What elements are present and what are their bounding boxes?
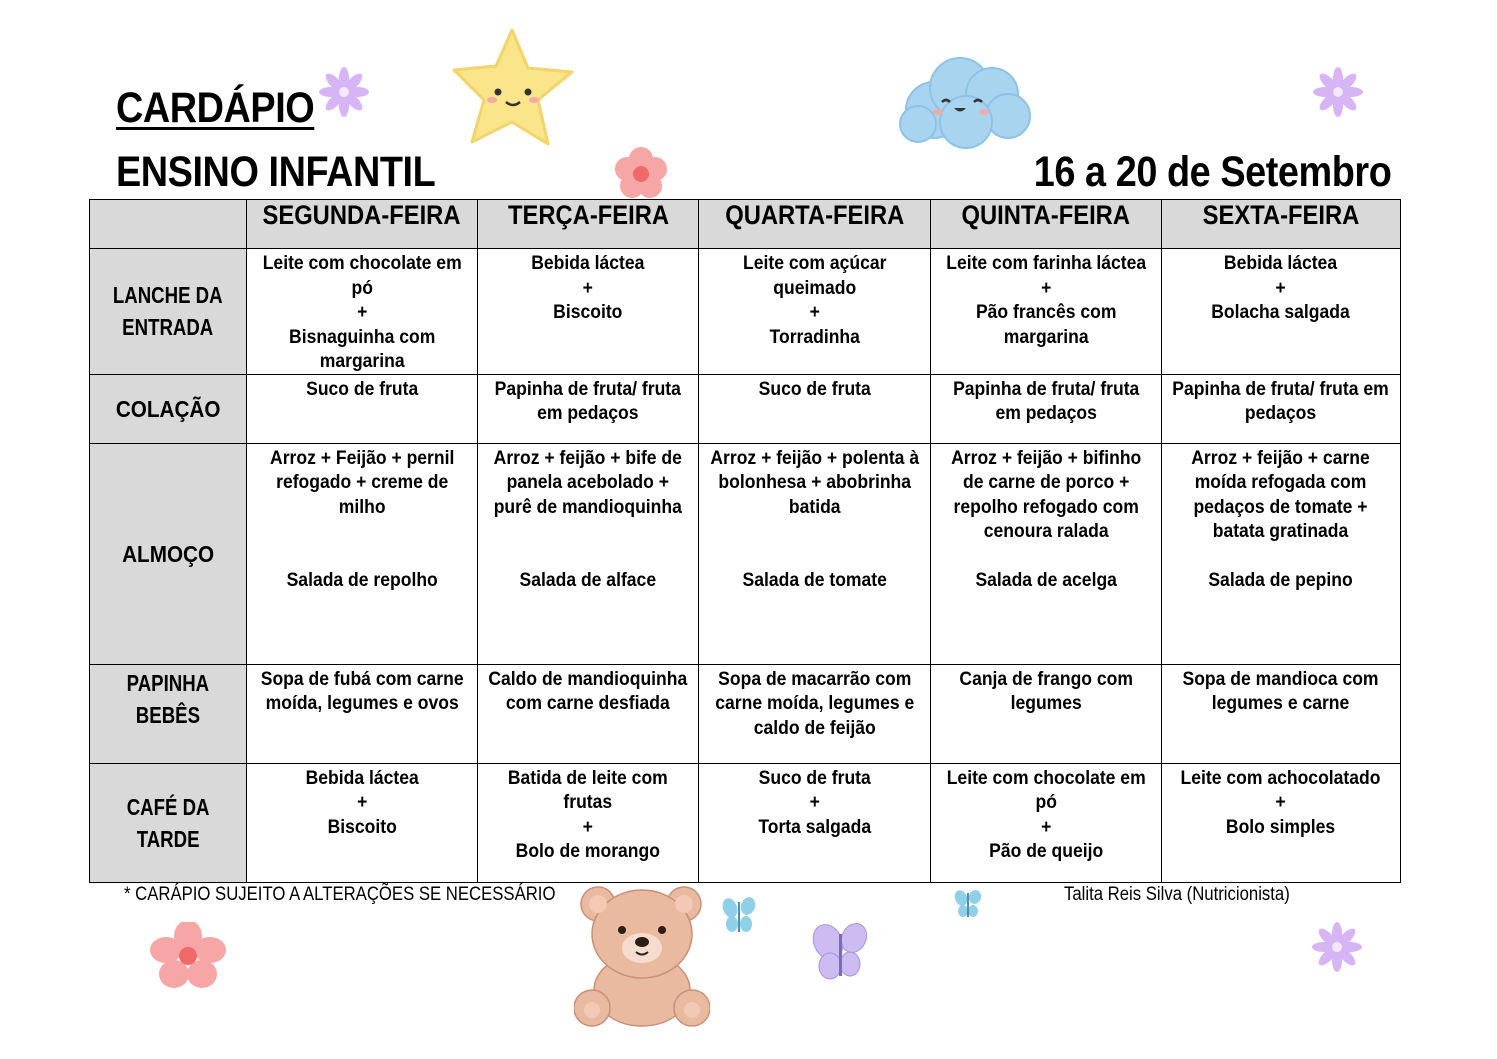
butterfly-icon <box>720 896 758 936</box>
menu-cell: Suco de fruta <box>699 374 931 443</box>
menu-cell: Arroz + feijão + polenta à bolonhesa + abobrinha batida Salada de tomate <box>699 443 931 664</box>
menu-cell: Canja de frango com legumes <box>931 664 1162 763</box>
menu-cell: Bebida láctea + Bolacha salgada <box>1162 249 1401 375</box>
butterfly-icon <box>806 922 874 984</box>
table-row <box>90 664 1401 763</box>
menu-cell: Leite com chocolate em pó + Bisnaguinha com margarina <box>247 249 478 375</box>
row-label-almoco: ALMOÇO <box>90 443 247 664</box>
menu-cell: Leite com chocolate em pó + Pão de queijo <box>931 763 1162 882</box>
menu-cell: Suco de fruta + Torta salgada <box>699 763 931 882</box>
smiling-star-icon <box>450 26 578 150</box>
row-label-cafe-tarde: CAFÉ DA TARDE <box>90 763 247 882</box>
menu-cell: Suco de fruta <box>247 374 478 443</box>
lilac-flower-icon <box>1312 66 1364 118</box>
nutritionist-signature: Talita Reis Silva (Nutricionista) <box>1064 884 1290 905</box>
page-subtitle: ENSINO INFANTIL <box>116 148 436 196</box>
menu-cell: Sopa de mandioca com legumes e carne <box>1162 664 1401 763</box>
lilac-flower-icon <box>318 66 370 118</box>
header-empty-cell <box>90 200 247 249</box>
header-thursday: QUINTA-FEIRA <box>931 200 1162 249</box>
table-row <box>90 249 1401 375</box>
header-monday: SEGUNDA-FEIRA <box>247 200 478 249</box>
menu-cell: Leite com açúcar queimado + Torradinha <box>699 249 931 375</box>
butterfly-icon <box>952 888 984 920</box>
table-header-row <box>90 200 1401 249</box>
menu-cell: Leite com achocolatado + Bolo simples <box>1162 763 1401 882</box>
menu-cell: Papinha de fruta/ fruta em pedaços <box>1162 374 1401 443</box>
menu-cell: Caldo de mandioquinha com carne desfiada <box>478 664 699 763</box>
menu-cell: Papinha de fruta/ fruta em pedaços <box>931 374 1162 443</box>
menu-cell: Batida de leite com frutas + Bolo de morango <box>478 763 699 882</box>
table-row <box>90 443 1401 664</box>
menu-cell: Papinha de fruta/ fruta em pedaços <box>478 374 699 443</box>
page-title: CARDÁPIO <box>116 84 315 132</box>
menu-cell: Sopa de fubá com carne moída, legumes e ovos <box>247 664 478 763</box>
row-label-colacao: COLAÇÃO <box>90 374 247 443</box>
menu-cell: Arroz + feijão + carne moída refogada com pedaços de tomate + batata gratinada Salada de pepino <box>1162 443 1401 664</box>
lilac-flower-icon <box>1310 920 1364 974</box>
date-range: 16 a 20 de Setembro <box>1033 148 1391 196</box>
teddy-bear-icon <box>574 882 710 1028</box>
smiling-cloud-icon <box>896 50 1034 150</box>
menu-cell: Arroz + Feijão + pernil refogado + creme de milho Salada de repolho <box>247 443 478 664</box>
header-wednesday: QUARTA-FEIRA <box>699 200 931 249</box>
menu-cell: Bebida láctea + Biscoito <box>247 763 478 882</box>
menu-cell: Leite com farinha láctea + Pão francês com margarina <box>931 249 1162 375</box>
menu-cell: Arroz + feijão + bifinho de carne de porco + repolho refogado com cenoura ralada Salada de acelga <box>931 443 1162 664</box>
table-row <box>90 374 1401 443</box>
table-row <box>90 763 1401 882</box>
row-label-lanche-entrada: LANCHE DA ENTRADA <box>90 249 247 375</box>
pink-flower-icon <box>146 922 230 990</box>
header-friday: SEXTA-FEIRA <box>1162 200 1401 249</box>
menu-cell: Arroz + feijão + bife de panela acebolado + purê de mandioquinha Salada de alface <box>478 443 699 664</box>
menu-cell: Sopa de macarrão com carne moída, legumes e caldo de feijão <box>699 664 931 763</box>
disclaimer-note: * CARÁPIO SUJEITO A ALTERAÇÕES SE NECESSÁRIO <box>124 884 556 905</box>
menu-table <box>89 199 1401 883</box>
menu-cell: Bebida láctea + Biscoito <box>478 249 699 375</box>
row-label-papinha-bebes: PAPINHA BEBÊS <box>90 664 247 763</box>
pink-flower-icon <box>610 143 672 205</box>
header-tuesday: TERÇA-FEIRA <box>478 200 699 249</box>
